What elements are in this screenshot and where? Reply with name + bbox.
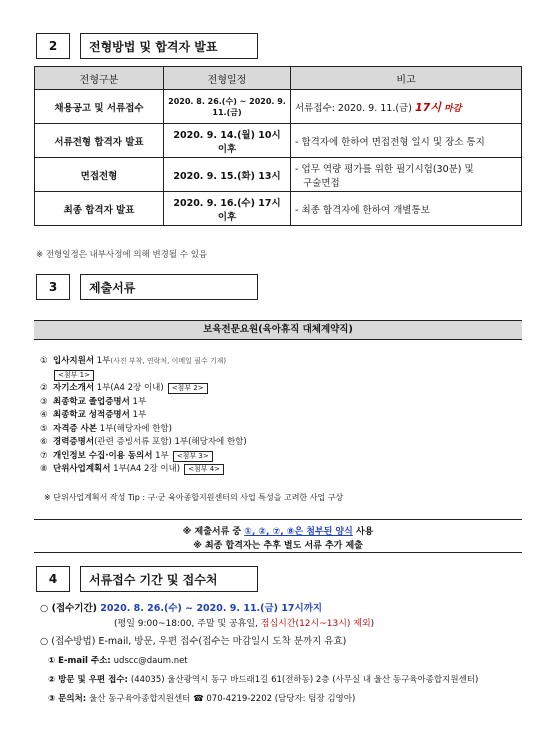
table-row — [35, 192, 522, 226]
form-note: ※ 제출서류 중 ①, ②, ⑦, ⑧은 첨부된 양식 사용 — [182, 527, 374, 537]
visit-contact: ② 방문 및 우편 접수: (44035) 울산광역시 동구 바드래1길 61(전하동) 2층 (사무실 내 울산 동구육아종합지원센터) — [48, 675, 479, 685]
inquiry-contact: ③ 문의처: 울산 동구육아종합지원센터 ☎ 070-4219-2202 (담당자: 팀장 김영아) — [48, 694, 356, 704]
schedule-note: ※ 전형일정은 내부사정에 의해 변경될 수 있음 — [36, 250, 208, 260]
list-item: ② 자기소개서 1부(A4 2장 이내) <첨부 2> — [40, 382, 520, 396]
list-item: ⑦ 개인정보 수집·이용 동의서 1부 <첨부 3> — [40, 450, 520, 464]
section-title: 전형방법 및 합격자 발표 — [80, 33, 258, 59]
cell-note: - 최종 합격자에 한하여 개별통보 — [291, 192, 522, 226]
cell-type: 서류전형 합격자 발표 — [35, 124, 164, 158]
cell-type: 최종 합격자 발표 — [35, 192, 164, 226]
cell-note: - 업무 역량 평가를 위한 필기시험(30분) 및 구술면접 — [291, 158, 522, 192]
attachment-tag: <첨부 1> — [54, 370, 94, 381]
col-header: 전형구분 — [35, 67, 164, 90]
section-title: 제출서류 — [80, 274, 258, 300]
list-item: ① 입사지원서 1부(사진 부착, 연락처, 이메일 필수 기재) — [40, 356, 227, 366]
period-line: ○ (접수기간) 2020. 8. 26.(수) ~ 2020. 9. 11.(금) 17시까지 — [40, 603, 323, 614]
list-item: ④ 최종학교 성적증명서 1부 — [40, 410, 147, 420]
cell-type: 채용공고 및 서류접수 — [35, 90, 164, 124]
method-line: ○ (접수방법) E-mail, 방문, 우편 접수(접수는 마감일시 도착 분까지 유효) — [40, 636, 347, 647]
divider — [34, 552, 522, 553]
table-row — [35, 90, 522, 124]
cell-date: 2020. 9. 16.(수) 17시 이후 — [164, 192, 291, 226]
extra-docs-note: ※ 최종 합격자는 추후 별도 서류 추가 제출 — [193, 541, 363, 551]
list-item: ⑤ 자격증 사본 1부(해당자에 한함) — [40, 423, 172, 434]
section-4-header — [36, 566, 258, 592]
plan-tip: ※ 단위사업계획서 작성 Tip : 구·군 육아종합지원센터의 사업 특성을 고려한 사업 구상 — [44, 493, 344, 502]
position-bar: 보육전문요원(육아휴직 대체계약직) — [34, 320, 522, 340]
section-number: 2 — [36, 33, 70, 59]
section-title: 서류접수 기간 및 접수처 — [80, 566, 258, 592]
divider — [34, 519, 522, 520]
col-header: 비고 — [291, 67, 522, 90]
section-2-header — [36, 33, 258, 59]
section-3-header — [36, 274, 258, 300]
section-number: 4 — [36, 566, 70, 592]
table-row — [35, 124, 522, 158]
cell-note: 서류접수: 2020. 9. 11.(금) 17시 마감 — [291, 90, 522, 124]
col-header: 전형일정 — [164, 67, 291, 90]
table-row — [35, 158, 522, 192]
table-header-row — [35, 67, 522, 90]
attachment-tag: <첨부 3> — [173, 451, 213, 462]
list-item: ⑧ 단위사업계획서 1부(A4 2장 이내) <첨부 4> — [40, 463, 520, 477]
cell-date: 2020. 9. 15.(화) 13시 — [164, 158, 291, 192]
schedule-table — [34, 66, 522, 226]
document-list — [40, 355, 520, 477]
cell-type: 면접전형 — [35, 158, 164, 192]
list-item — [40, 369, 520, 383]
email-contact: ① E-mail 주소: udscc@daum.net — [48, 656, 188, 666]
attachment-tag: <첨부 2> — [168, 383, 208, 394]
list-item: ⑥ 경력증명서(관련 증빙서류 포함) 1부(해당자에 한함) — [40, 437, 247, 447]
cell-note: - 합격자에 한하여 면접전형 일시 및 장소 통지 — [291, 124, 522, 158]
section-number: 3 — [36, 274, 70, 300]
attachment-tag: <첨부 4> — [184, 464, 224, 475]
list-item: ③ 최종학교 졸업증명서 1부 — [40, 396, 147, 407]
cell-date: 2020. 8. 26.(수) ~ 2020. 9. 11.(금) — [164, 90, 291, 124]
cell-date: 2020. 9. 14.(월) 10시 이후 — [164, 124, 291, 158]
period-sub: (평일 9:00~18:00, 주말 및 공휴일, 점심시간(12시~13시) 제외) — [114, 619, 375, 629]
